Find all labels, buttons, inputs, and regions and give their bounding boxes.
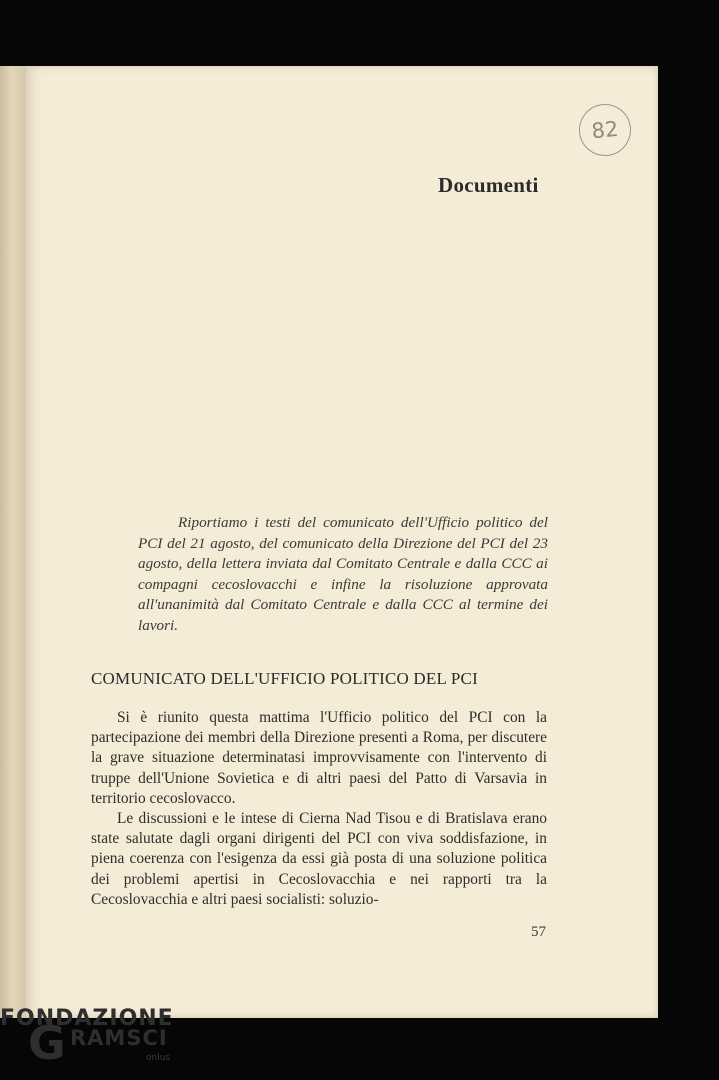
watermark-line-1: FONDAZIONE (0, 1006, 174, 1031)
intro-paragraph: Riportiamo i testi del comunicato dell'Ufficio politico del PCI del 21 agosto, del comunicato della Direzione del PCI del 23 agosto, della lettera inviata dal Comitato Centrale e dalla CCC ai compagni cecoslovacchi e infine la risoluzione approvata all'unanimità dal Comitato Centrale e dalla CCC al termine dei lavori. (138, 514, 548, 634)
previous-page-edge (0, 66, 26, 1018)
body-paragraph: Si è riunito questa mattima l'Ufficio politico del PCI con la partecipazione dei membri della Direzione presenti a Roma, per discutere la grave situazione determinatasi improvvisamente con l'intervento di truppe dell'Unione Sovietica e di altri paesi del Patto di Varsavia in territorio cecoslovacco. (91, 709, 547, 807)
communique-body (91, 708, 547, 910)
archive-number-stamp (576, 101, 633, 158)
watermark-line-2: RAMSCI (70, 1026, 168, 1050)
document-page (26, 66, 658, 1018)
communique-heading: COMUNICATO DELL'UFFICIO POLITICO DEL PCI (91, 669, 478, 688)
body-paragraph: Le discussioni e le intese di Cierna Nad Tisou e di Bratislava erano state salutate dagli organi dirigenti del PCI con viva soddisfazione, in piena coerenza con l'esigenza da essi già posta di una soluzione politica dei problemi apertisi in Cecoslovacchia e nei rapporti tra la Cecoslovacchia e altri paesi socialisti: soluzio- (91, 810, 547, 908)
fondazione-gramsci-watermark (0, 1006, 200, 1080)
page-number: 57 (531, 924, 546, 940)
section-title: Documenti (438, 173, 539, 197)
watermark-initial: G (28, 1016, 66, 1070)
stamp-number: 82 (590, 116, 620, 144)
watermark-suffix: onlus (146, 1053, 171, 1063)
